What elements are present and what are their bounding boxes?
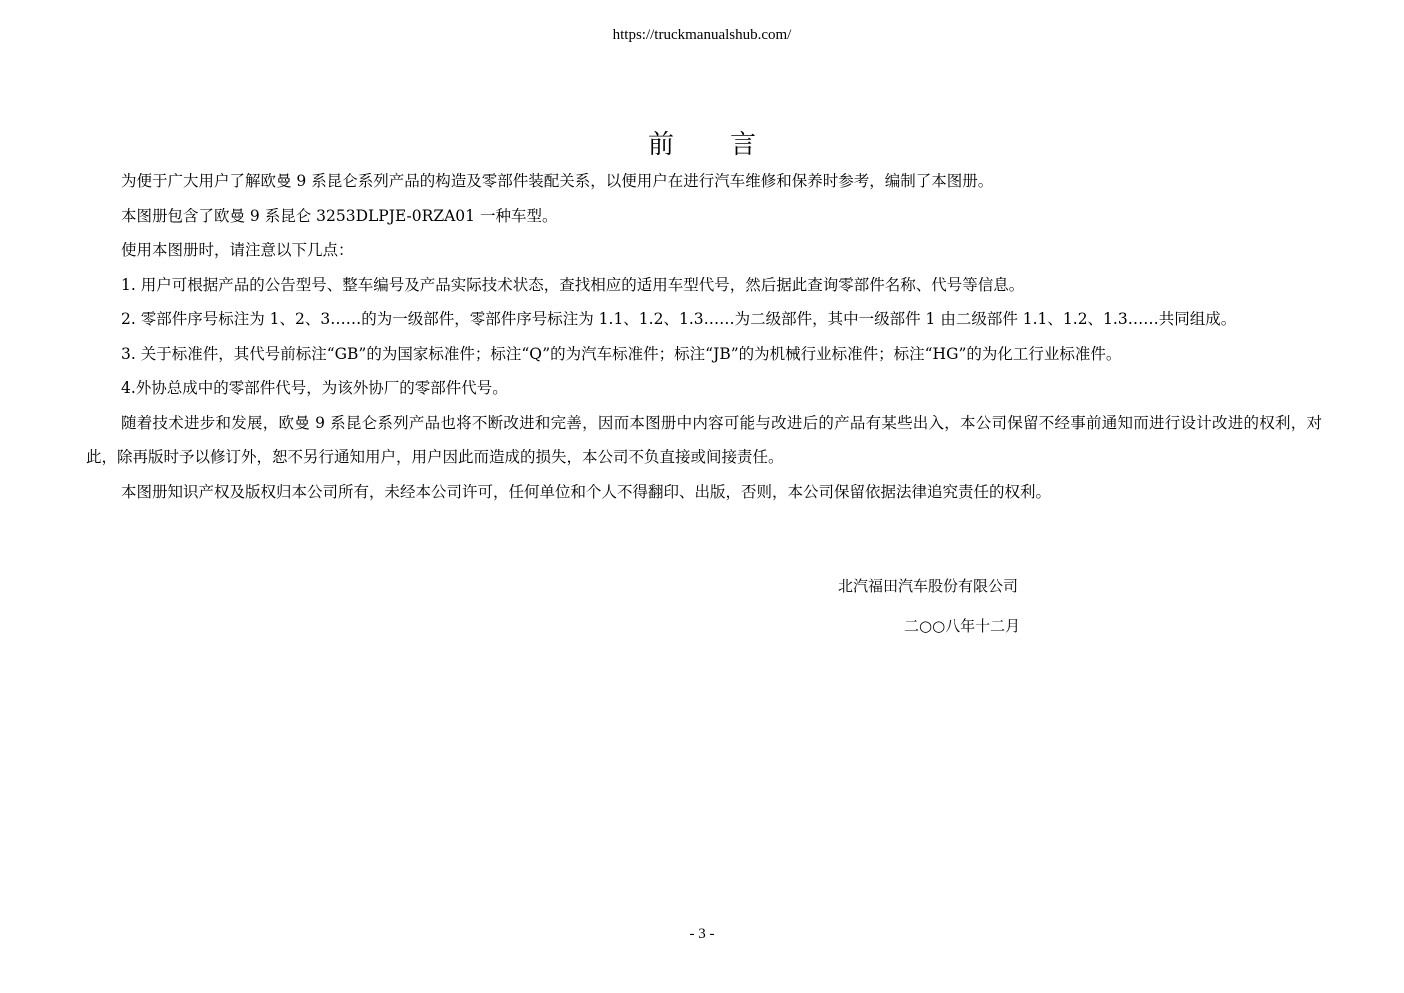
signature-company: 北汽福田汽车股份有限公司: [838, 577, 1019, 595]
paragraph-note-1: 1. 用户可根据产品的公告型号、整车编号及产品实际技术状态，查找相应的适用车型代号，然后据此查询零部件名称、代号等信息。: [121, 275, 1025, 294]
page-title: [0, 124, 1404, 161]
paragraph-note-3: 3. 关于标准件，其代号前标注“GB”的为国家标准件；标注“Q”的为汽车标准件；标注“JB”的为机械行业标准件；标注“HG”的为化工行业标准件。: [121, 344, 1122, 363]
header-url: https://truckmanualshub.com/: [612, 27, 792, 43]
title-char-1: 前: [647, 130, 674, 160]
page-number: - 3 -: [689, 926, 715, 942]
paragraph-disclaimer: 随着技术进步和发展，欧曼 9 系昆仑系列产品也将不断改进和完善，因而本图册中内容可能与改进后的产品有某些出入，本公司保留不经事前通知而进行设计改进的权利，对此，除再版时予以修订外，恕不另行通知用户，用户因此而造成的损失，本公司不负直接或间接责任。: [86, 413, 1322, 466]
paragraph-intro: 为便于广大用户了解欧曼 9 系昆仑系列产品的构造及零部件装配关系，以便用户在进行汽车维修和保养时参考，编制了本图册。: [121, 172, 994, 190]
paragraph-model: 本图册包含了欧曼 9 系昆仑 3253DLPJE-0RZA01 一种车型。: [121, 206, 558, 225]
title-char-2: 言: [730, 130, 757, 160]
paragraph-copyright: 本图册知识产权及版权归本公司所有，未经本公司许可，任何单位和个人不得翻印、出版，否则，本公司保留依据法律追究责任的权利。: [121, 482, 1052, 501]
preface-body: [86, 164, 1322, 509]
paragraph-note-4: 4.外协总成中的零部件代号，为该外协厂的零部件代号。: [121, 379, 508, 397]
paragraph-notes-lead: 使用本图册时，请注意以下几点：: [121, 241, 354, 259]
signature-date: 二○○八年十二月: [904, 617, 1021, 635]
paragraph-note-2: 2. 零部件序号标注为 1、2、3……的为一级部件，零部件序号标注为 1.1、1.2、1.3……为二级部件，其中一级部件 1 由二级部件 1.1、1.2、1.3……共同组成。: [121, 310, 1237, 328]
